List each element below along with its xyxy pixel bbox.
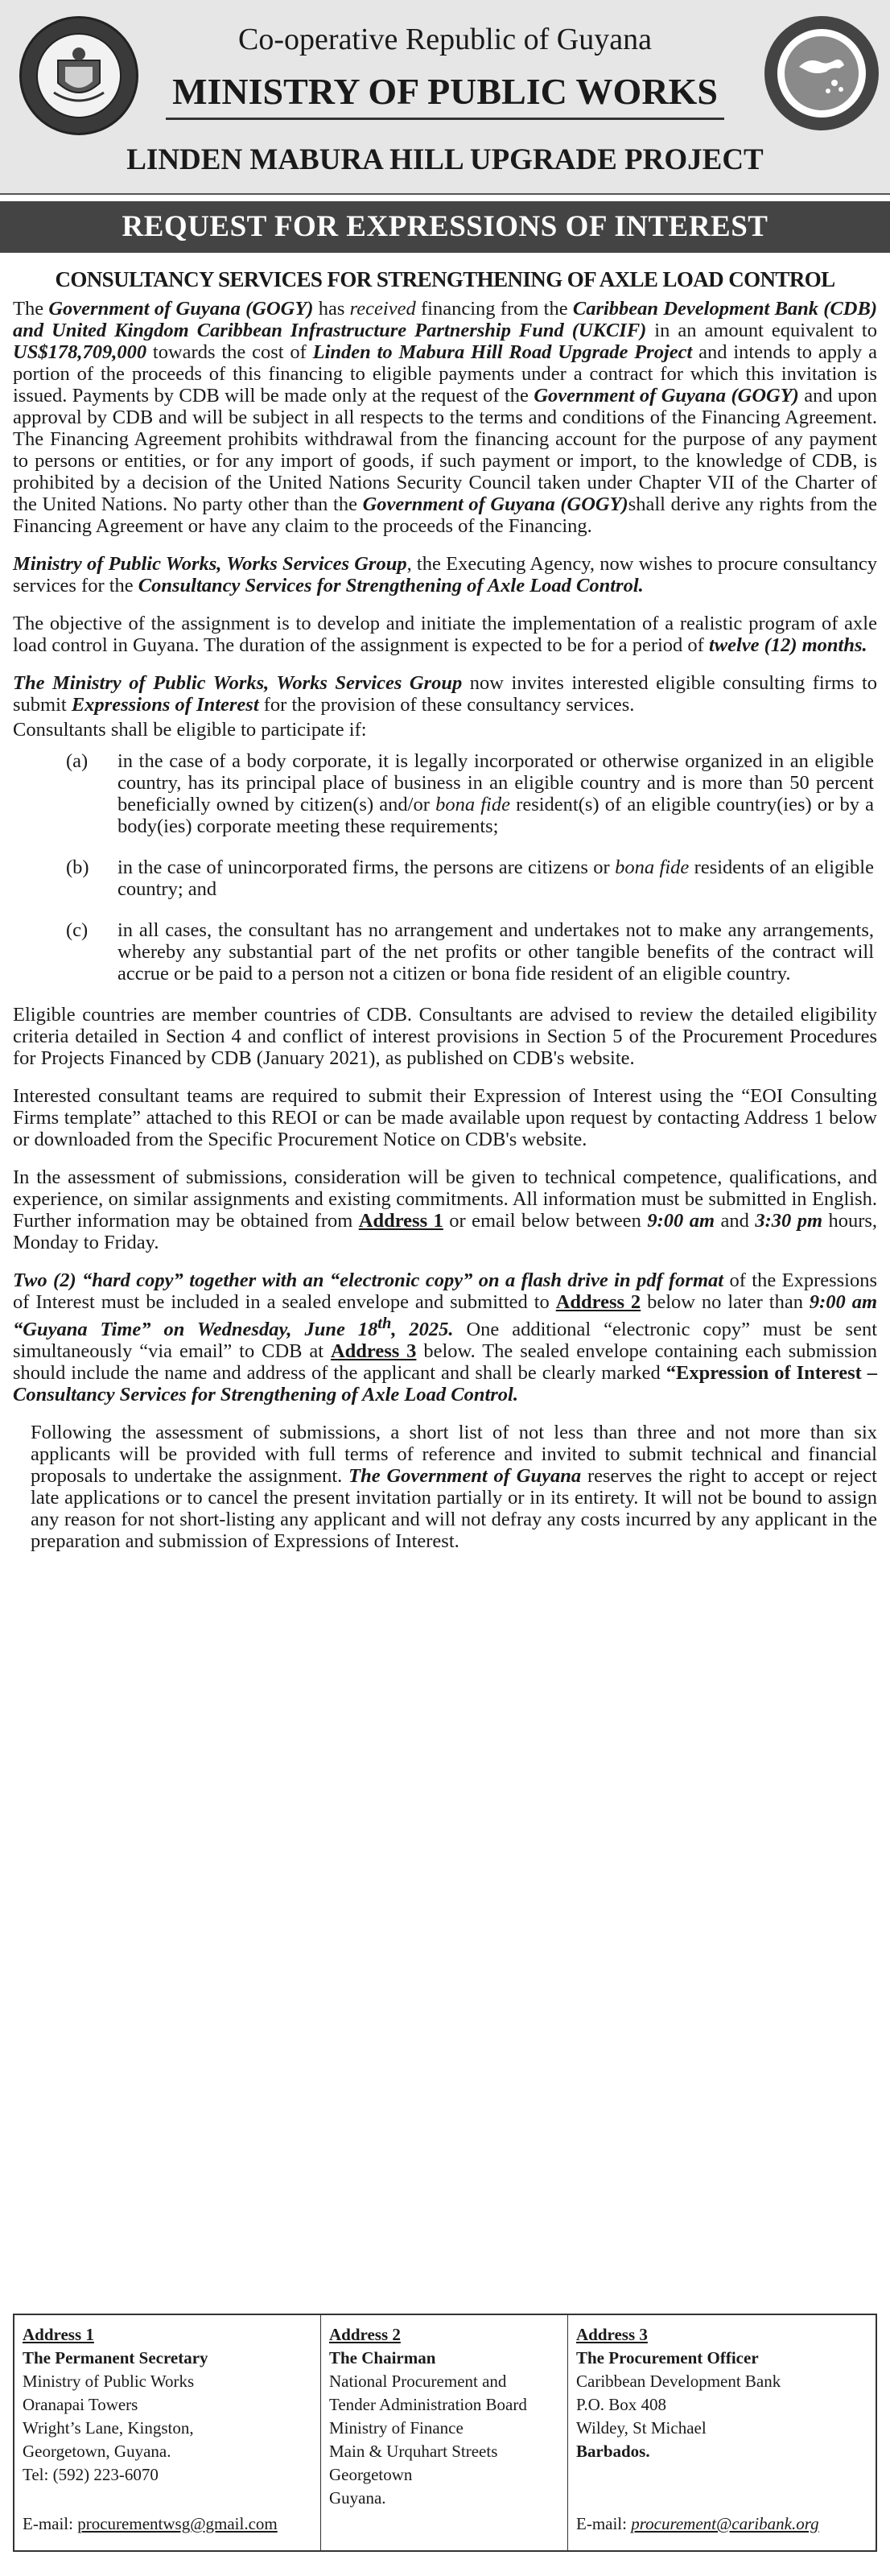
paragraph-submission: Two (2) “hard copy” together with an “electronic copy” on a flash drive in pdf format of the Expressions of Interest must be included in a sealed envelope and submitted to Address 2 below no later than 9:00 am “Guyana Time” on Wednesday, June 18th, 2025. One additional “electronic copy” must be sent simultaneously “via email” to CDB at Address 3 below. The sealed envelope containing each submission should include the name and address of the applicant and shall be clearly marked “Expression of Interest – Consultancy Services for Strengthening of Axle Load Control. bbox=[13, 1269, 878, 1406]
cdb-logo bbox=[764, 16, 879, 130]
paragraph-executing-agency: Ministry of Public Works, Works Services Group, the Executing Agency, now wishes to procure consultancy services for the Consultancy Services for Strengthening of Axle Load Control. bbox=[13, 553, 877, 597]
list-item: (c) in all cases, the consultant has no arrangement and undertakes not to make any arrangements, whereby any substantial part of the net profits or other tangible benefits of the contract will accrue or be paid to a person not a citizen or bona fide resident of an eligible country. bbox=[66, 919, 874, 985]
paragraph-eoi-template: Interested consultant teams are required to submit their Expression of Interest using the “EOI Consulting Firms template” attached to this REOI or can be made available upon request by contacting Address 1 below or downloaded from the Specific Procurement Notice on CDB's website. bbox=[13, 1085, 877, 1150]
caribbean-map-icon bbox=[767, 19, 876, 128]
address-table bbox=[13, 2314, 877, 2552]
header-divider bbox=[166, 118, 724, 120]
seal-emblem-icon bbox=[22, 19, 136, 133]
address-3: Address 3 The Procurement Officer Caribbean Development Bank P.O. Box 408 Wildey, St Michael Barbados. E-mail: procurement@caribank.org bbox=[567, 2315, 876, 2550]
eligibility-list bbox=[13, 750, 877, 985]
paragraph-eligibility-intro: Consultants shall be eligible to participate if: bbox=[13, 719, 367, 741]
reoi-banner: REQUEST FOR EXPRESSIONS OF INTEREST bbox=[0, 201, 890, 253]
list-item: (b) in the case of unincorporated firms, the persons are citizens or bona fide residents of an eligible country; and bbox=[66, 857, 874, 900]
paragraph-eligible-countries: Eligible countries are member countries of CDB. Consultants are advised to review the detailed eligibility criteria detailed in Section 4 and conflict of interest provisions in Section 5 of the Procurement Procedures for Projects Financed by CDB (January 2021), as published on CDB's website. bbox=[13, 1004, 877, 1069]
email-link[interactable]: procurementwsg@gmail.com bbox=[77, 2514, 278, 2533]
address-1: Address 1 The Permanent Secretary Ministry of Public Works Oranapai Towers Wright’s Lane, Kingston, Georgetown, Guyana. Tel: (592) 223-6070 E-mail: procurementwsg@gmail.com bbox=[14, 2315, 320, 2550]
address-1-email: E-mail: procurementwsg@gmail.com bbox=[23, 2514, 278, 2533]
project-name: LINDEN MABURA HILL UPGRADE PROJECT bbox=[126, 143, 764, 176]
email-link[interactable]: procurement@caribank.org bbox=[631, 2514, 819, 2533]
notice-body bbox=[13, 266, 877, 1568]
list-item: (a) in the case of a body corporate, it is legally incorporated or otherwise organized in an eligible country, has its principal place of business in an eligible country and is more than 50 percent beneficially owned by citizen(s) and/or bona fide resident(s) of an eligible country(ies) or by a body(ies) corporate meeting these requirements; bbox=[66, 750, 874, 837]
address-3-email: E-mail: procurement@caribank.org bbox=[576, 2514, 819, 2533]
paragraph-invitation: The Ministry of Public Works, Works Services Group now invites interested eligible consulting firms to submit Expressions of Interest for the provision of these consultancy services. bbox=[13, 672, 878, 716]
republic-name: Co-operative Republic of Guyana bbox=[238, 23, 652, 56]
header bbox=[0, 0, 890, 195]
paragraph-assessment: In the assessment of submissions, consideration will be given to technical competence, qualifications, and experience, on similar assignments and existing commitments. All information must be submitted in English. Further information may be obtained from Address 1 or email below between 9:00 am and 3:30 pm hours, Monday to Friday. bbox=[13, 1166, 878, 1253]
ministry-seal-logo bbox=[19, 16, 138, 135]
paragraph-financing: The Government of Guyana (GOGY) has received financing from the Caribbean Development Bank (CDB) and United Kingdom Caribbean Infrastructure Partnership Fund (UKCIF) in an amount equivalent to US$178,709,000 towards the cost of Linden to Mabura Hill Road Upgrade Project and intends to apply a portion of the proceeds of this financing to eligible payments under a contract for which this invitation is issued. Payments by CDB will be made only at the request of the Government of Guyana (GOGY) and upon approval by CDB and will be subject in all respects to the terms and conditions of the Financing Agreement. The Financing Agreement prohibits withdrawal from the financing account for the purpose of any payment to persons or entities, or for any import of goods, if such payment or import, to the knowledge of CDB, is prohibited by a decision of the United Nations Security Council taken under Chapter VII of the Charter of the United Nations. No party other than the Government of Guyana (GOGY)shall derive any rights from the Financing Agreement or have any claim to the proceeds of the Financing. bbox=[13, 298, 878, 537]
paragraph-objective: The objective of the assignment is to develop and initiate the implementation of a realistic program of axle load control in Guyana. The duration of the assignment is expected to be for a period of twelve (12) months. bbox=[13, 613, 877, 656]
paragraph-shortlist: Following the assessment of submissions, a short list of not less than three and not more than six applicants will be provided with full terms of reference and invited to submit technical and financial proposals to undertake the assignment. The Government of Guyana reserves the right to accept or reject late applications or to cancel the present invitation partially or in its entirety. It will not be bound to assign any reason for not short-listing any applicant and will not defray any costs incurred by any applicant in the preparation and submission of Expressions of Interest. bbox=[31, 1422, 877, 1553]
address-2: Address 2 The Chairman National Procurement and Tender Administration Board Ministry of Finance Main & Urquhart Streets Georgetown Guyana. bbox=[320, 2315, 567, 2550]
notice-subtitle: CONSULTANCY SERVICES FOR STRENGTHENING OF AXLE LOAD CONTROL bbox=[55, 267, 835, 291]
ministry-name: MINISTRY OF PUBLIC WORKS bbox=[172, 71, 718, 112]
